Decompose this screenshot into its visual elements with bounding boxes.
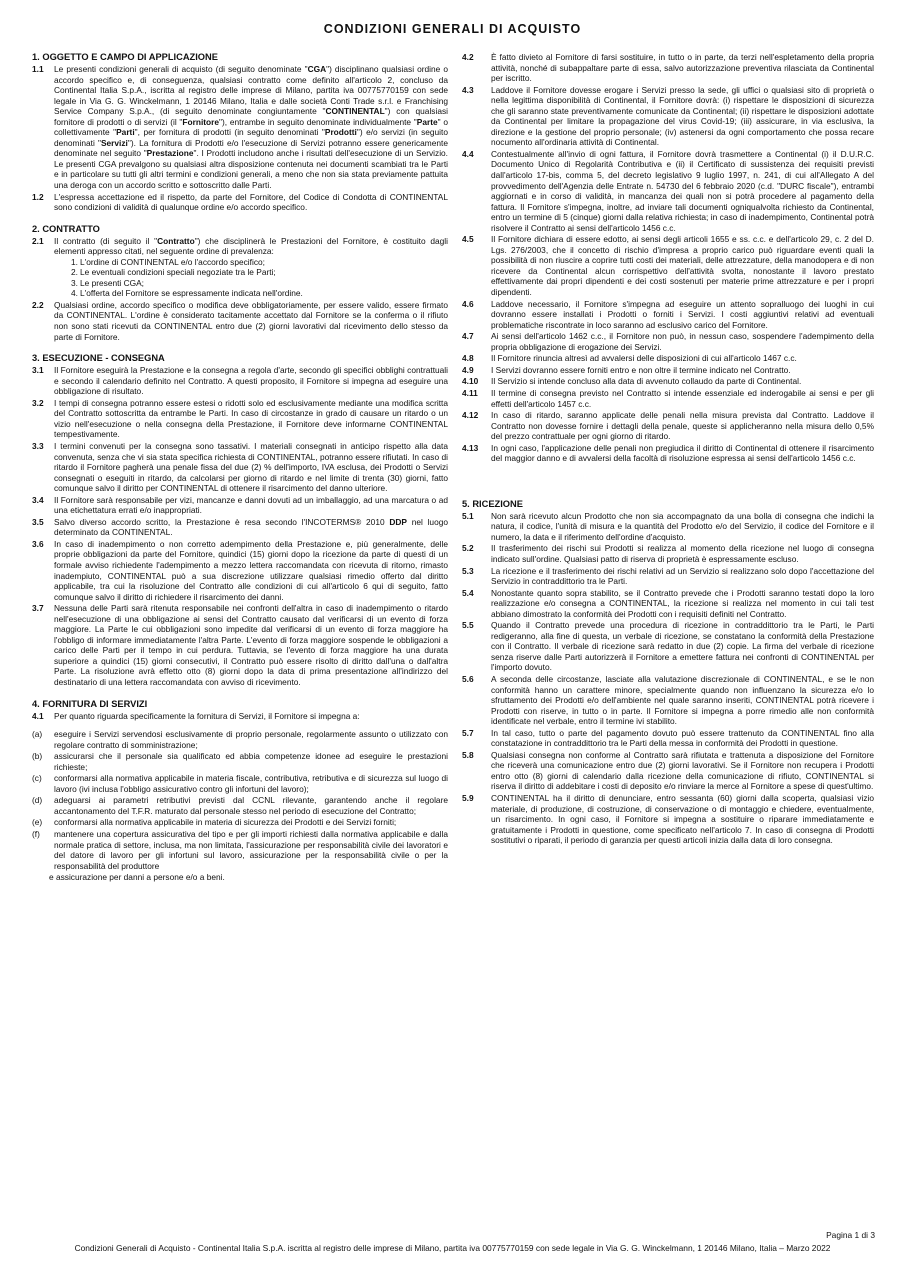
clause-5-1	[462, 511, 874, 543]
clause-4-10	[462, 376, 874, 387]
clause-number: 3.3	[32, 440, 44, 451]
clause-text: Per quanto riguarda specificamente la fornitura di Servizi, il Fornitore si impegna a:	[54, 710, 360, 721]
section-heading-5: 5. RICEZIONE	[462, 498, 523, 509]
clause-text: I Servizi dovranno essere forniti entro e non oltre il termine indicato nel Contratto.	[491, 364, 791, 375]
clause-4-1	[32, 711, 448, 722]
clause-3-2	[32, 398, 448, 440]
list-item: 2. Le eventuali condizioni speciali negoziate tra le Parti;	[71, 267, 276, 278]
clause-text: È fatto divieto al Fornitore di farsi sostituire, in tutto o in parte, da terzi nell'espletamento della propria attività, nonché di subappaltare parte di essa, salvo autorizzazione preventiva rilasciata da Continental per iscritto.	[491, 52, 874, 84]
clause-number: 4.7	[462, 331, 474, 342]
clause-number: 5.3	[462, 565, 474, 576]
clause-text: Qualsiasi consegna non conforme al Contratto sarà rifiutata e trattenuta a disposizione del Fornitore che riceverà una comunicazione entro due (2) giorni lavorativi. Se il Fornitore non recupera i Prodotti entro otto (8) giorni di calendario dalla ricezione della comunicazione di rifiuto, CONTINENTAL si riserva il diritto di addebitare i costi di deposito e/o rinviare la merce al Fornitore a spese di quest'ultimo.	[491, 749, 874, 792]
clause-text: Laddove il Fornitore dovesse erogare i Servizi presso la sede, gli uffici o qualsiasi sito di proprietà o nella legittima disponibilità di Continental, il Fornitore dovrà: (i) rispettare le disposizioni di sicurezza che gli saranno state preventivamente comunicate da Continental; (ii) rispettare le disposizioni adottate da Continental per limitare la propagazione del virus Covid-19; (iii) assicurare, in via esclusiva, la direzione e la gestione del proprio personale; (iv) astenersi da ogni comportamento che possa recare nocumento all'ordinaria attività di Continental.	[491, 84, 874, 148]
list-item: (c) conformarsi alla normativa applicabile in materia fiscale, contributiva, retributiva e di sicurezza sul luogo di lavoro (ivi inclusa l'obbligo assicurativo contro gli infortuni del lavoro);	[32, 773, 448, 794]
list-item: (a) eseguire i Servizi servendosi esclusivamente di proprio personale, regolarmente assunto o utilizzato con regolare contratto di somministrazione;	[32, 729, 448, 750]
clause-text: Il Fornitore rinuncia altresì ad avvalersi delle disposizioni di cui all'articolo 1467 c.c.	[491, 353, 797, 364]
clause-4-6	[462, 299, 874, 331]
clause-text: Quando il Contratto prevede una procedura di ricezione in contraddittorio tra le Parti, le Parti redigeranno, alla fine di questa, un verbale di ricezione, se constatano la conformità della Prestazione con il Contratto. Il verbale di ricezione sarà redatto in due (2) copie. La firma del verbale di ricezione senza riserve dalle Parti autorizzerà il Fornitore a emettere fattura nei confronti di CONTINENTAL per l'importo dovuto.	[491, 620, 874, 673]
list-item: (b) assicurarsi che il personale sia qualificato ed abbia competenze idonee ad eseguire le prestazioni richieste;	[32, 751, 448, 772]
clause-number: 3.5	[32, 516, 44, 527]
clause-text: Nonostante quanto sopra stabilito, se il Contratto prevede che i Prodotti saranno testati dopo la loro realizzazione e/o consegna a CONTINENTAL, la ricezione si realizza nel momento in cui tali test abbiano dimostrato la conformità dei Prodotti con i requisiti definiti nel Contratto.	[491, 587, 874, 619]
clause-number: 5.2	[462, 543, 474, 554]
right-column	[462, 52, 874, 847]
clause-text: Nessuna delle Parti sarà ritenuta responsabile nei confronti dell'altra in caso di inadempimento o ritardo nell'esecuzione di una obbligazione ai sensi del Contratto causato dal verificarsi di un evento di forza maggiore. La Parte le cui obbligazioni sono impedite dal verificarsi di un evento di forza maggiore ha l'obbligo di informare immediatamente l'altra Parte. L'evento di forza maggiore sospende le obbligazioni a carico delle Parti per il tempo in cui perdura. Tuttavia, se l'evento di forza maggiore ha una durata superiore a quindici (15) giorni consecutivi, il Contratto può essere risolto di diritto dall'una o dall'altra Parte. La risoluzione avrà effetto otto (8) giorni dopo la data di prima presentazione all'indirizzo del destinatario di una lettera raccomandata con avviso di ricevimento.	[54, 603, 448, 687]
clause-number: 4.8	[462, 353, 474, 364]
clause-text: Qualsiasi ordine, accordo specifico o modifica deve obbligatoriamente, per essere valido, essere firmato da CONTINENTAL. L'ordine è considerato tacitamente accettato dal Fornitore se la conferma o il rifiuto non sono stati ricevuti da CONTINENTAL entro due (2) giorni lavorativi dal ricevimento dello stesso da parte di Fornitore.	[54, 299, 448, 342]
clause-text: A seconda delle circostanze, lasciate alla valutazione discrezionale di CONTINENTAL, e se le non conformità hanno un carattere minore, specialmente quando non influenzano la sicurezza e/o lo sfruttamento dei Prodotti e/o dell'ambiente nel quale saranno inseriti, CONTINENTAL potrà ricevere i Prodotti con riserve, in tutto o in parte. Il Fornitore si impegna a porre rimedio alle non conformità identificate nel verbale, entro il termine ivi stabilito.	[491, 673, 874, 727]
clause-number: 1.1	[32, 64, 44, 74]
section-heading-2: 2. CONTRATTO	[32, 223, 100, 234]
clause-number: 4.10	[462, 376, 479, 387]
clause-number: 4.3	[462, 84, 474, 95]
list-item: 3. Le presenti CGA;	[71, 277, 144, 288]
clause-number: 4.5	[462, 234, 474, 245]
clause-text: Contestualmente all'invio di ogni fattura, il Fornitore dovrà trasmettere a Continental (i) il D.U.R.C. Documento Unico di Regolarità Contributiva e (ii) il Certificato di sussistenza dei requisiti previsti dall'articolo 17-bis, comma 5, del decreto legislativo 9 luglio 1997, n. 241, di cui all'Allegato A del provvedimento dell'Agenzia delle Entrate n. 54730 del 6 febbraio 2020 (c.d. "DURC fiscale"), entrambi aggiornati e in corso di validità, in mancanza dei quali non si potrà procedere al pagamento della fattura. Il Fornitore s'impegna, inoltre, ad inviare tali documenti ogniqualvolta richiesto da Continental, entro un termine di 5 (cinque) giorni dalla relativa richiesta; in caso di inadempimento, Continental potrà risolvere il Contratto ai sensi dell'articolo 1456 c.c.	[491, 148, 874, 233]
clause-text: Il contratto (di seguito il "Contratto") che disciplinerà le Prestazioni del Fornitore, è costituito dagli elementi appresso citati, nel seguente ordine di prevalenza: 1. L'ordine di CONTINENTAL e/o l'accordo specifico; 2. Le eventuali condizioni speciali negoziate tra le Parti; 3. Le presenti CGA; 4. L'offerta del Fornitore se espressamente indicata nell'ordine.	[54, 235, 448, 299]
clause-text: I termini convenuti per la consegna sono tassativi. I materiali consegnati in anticipo rispetto alla data convenuta, senza che vi sia stata specifica richiesta di CONTINENTAL, potranno essere rifiutati. In caso di ritardo il Fornitore pagherà una penale fissa del due (2) % dell'importo, IVA esclusa, dei Prodotti o Servizi consegnati o eseguiti in ritardo, da calcolarsi per giorno di ritardo e nel limite di trenta (30) giorni, fatto comunque salvo il diritto per CONTINENTAL di ottenere il risarcimento del danno ulteriore.	[54, 440, 448, 494]
clause-text: In ogni caso, l'applicazione delle penali non pregiudica il diritto di Continental di ottenere il risarcimento del maggior danno e di avvalersi della facoltà di risoluzione espressa ai sensi dell'articolo 1456 c.c.	[491, 442, 874, 464]
clause-text: In caso di ritardo, saranno applicate delle penali nella misura prevista dal Contratto. Laddove il Contratto non dovesse fornire i dettagli della penale, queste si applicheranno nella misura dello 0,5% del prezzo contrattuale per ogni giorno di ritardo.	[491, 410, 874, 442]
clause-text: Il Servizio si intende concluso alla data di avvenuto collaudo da parte di Continental.	[491, 376, 802, 387]
precedence-list	[64, 257, 448, 299]
clause-1-2	[32, 192, 448, 213]
clause-text: La ricezione e il trasferimento dei rischi relativi ad un Servizio si realizzano solo dopo l'accettazione del Servizio in contraddittorio tra le Parti.	[491, 565, 874, 587]
clause-5-7	[462, 728, 874, 749]
clause-text: Il trasferimento dei rischi sui Prodotti si realizza al momento della ricezione nel luogo di consegna indicato sull'ordine. Qualsiasi patto di riserva di proprietà è espressamente escluso.	[491, 543, 874, 564]
clause-text: Non sarà ricevuto alcun Prodotto che non sia accompagnato da una bolla di consegna che indichi la natura, il codice, l'unità di misura e la quantità del Prodotto e/o del Servizio, il codice del Fornitore e il numero, la data e il riferimento dell'ordine d'acquisto.	[491, 510, 874, 542]
section-heading-4: 4. FORNITURA DI SERVIZI	[32, 698, 148, 709]
clause-number: 5.9	[462, 793, 474, 803]
clause-2-2	[32, 300, 448, 342]
clause-4-5	[462, 234, 874, 297]
clause-5-5	[462, 620, 874, 673]
clause-4-7	[462, 331, 874, 352]
clause-2-1	[32, 236, 448, 299]
list-item: 1. L'ordine di CONTINENTAL e/o l'accordo specifico;	[71, 256, 265, 267]
clause-5-4	[462, 588, 874, 620]
clause-number: 5.6	[462, 673, 474, 684]
clause-text: CONTINENTAL ha il diritto di denunciare, entro sessanta (60) giorni dalla scoperta, qualsiasi vizio materiale, di produzione, di costruzione, di conservazione o di montaggio e chiedere, eventualmente, un risarcimento. In ogni caso, il Fornitore si impegna a sostituire o riparare immediatamente e gratuitamente i Prodotti in questione, come specificato nell'articolo 7. In caso di consegna di Prodotti sostitutivi o riparati, il periodo di garanzia per questi articoli inizia dalla data di loro consegna.	[491, 793, 874, 846]
clause-3-6	[32, 539, 448, 602]
clause-4-11	[462, 388, 874, 409]
clause-number: 5.5	[462, 620, 474, 631]
clause-number: 4.13	[462, 442, 479, 453]
clause-3-1	[32, 365, 448, 397]
clause-text: Ai sensi dell'articolo 1462 c.c., il Fornitore non può, in nessun caso, sospendere l'adempimento della propria obbligazione di erogazione dei Servizi.	[491, 331, 874, 352]
clause-3-4	[32, 495, 448, 516]
section-heading-3: 3. ESECUZIONE - CONSEGNA	[32, 353, 165, 364]
clause-text: In caso di inadempimento o non corretto adempimento della Prestazione e, più generalmente, delle proprie obbligazioni da parte del Fornitore, quindici (15) giorni dopo la ricezione da parte di questi di un formale avviso richiedente l'adempimento a mezzo lettera raccomandata con ricevuta di ritorno, rimasto inadempiuto, CONTINENTAL può a sua discrezione utilizzare qualsiasi rimedio offerto dal diritto applicabile, tra cui la risoluzione del Contratto alle condizioni di cui all'articolo 6 qui di seguito, fatto comunque salvo il diritto di richiedere il risarcimento dei danni.	[54, 538, 448, 602]
clause-number: 3.7	[32, 603, 44, 614]
clause-5-9	[462, 793, 874, 846]
clause-text: L'espressa accettazione ed il rispetto, da parte del Fornitore, del Codice di Condotta di CONTINENTAL sono condizioni di validità di qualunque ordine e/o accordo specifico.	[54, 191, 448, 213]
clause-3-3	[32, 441, 448, 494]
clause-4-2	[462, 52, 874, 84]
clause-text: Laddove necessario, il Fornitore s'impegna ad eseguire un attento sopralluogo dei luoghi in cui dovranno essere installati i Prodotti o forniti i Servizi. I costi aggiuntivi relativi ad eventuali problematiche riscontrate in loco saranno ad esclusivo carico del Fornitore.	[491, 298, 874, 330]
clause-number: 2.1	[32, 235, 44, 246]
clause-4-4	[462, 149, 874, 233]
clause-text: Le presenti condizioni generali di acquisto (di seguito denominate "CGA") disciplinano qualsiasi ordine o accordo specifico e, di conseguenza, qualsiasi contratto come definito all'articolo 2, concluso da Continental Italia S.p.A., iscritta al registro delle imprese di Milano, partita iva 00775770159 con sede legale in Via G. G. Winckelmann, 1 20146 Milano, Italia e dalle società Conti Trade s.r.l. e Franchising Service Company S.p.A., (di seguito denominate congiuntamente "CONTINENTAL") con qualsiasi fornitore di prodotti o di servizi (il "Fornitore"), entrambe in seguito denominate individualmente "Parte" o collettivamente "Parti", per fornitura di prodotti (in seguito denominati "Prodotti") e/o servizi (in seguito denominati "Servizi"). La fornitura di Prodotti e/o l'esecuzione di Servizi potranno essere genericamente denominate nel seguito "Prestazione". I Prodotti includono anche i risultati dell'esecuzione di un Servizio. Le presenti CGA prevalgono su qualsiasi altra disposizione contenuta nei documenti scambiati tra le Parti e in particolare su tutti gli altri termini e condizioni generali, a meno che non sia stata previamente pattuita una deroga con un accordo scritto e sottoscritto dalle Parti.	[54, 64, 449, 191]
clause-number: 4.11	[462, 387, 478, 398]
clause-number: 2.2	[32, 299, 44, 310]
clause-number: 3.4	[32, 494, 44, 505]
clause-number: 4.12	[462, 410, 479, 421]
clause-4-12	[462, 410, 874, 442]
clause-5-2	[462, 543, 874, 564]
list-item: (d) adeguarsi ai parametri retributivi previsti dal CCNL rilevante, garantendo anche il regolare accantonamento del T.F.R. maturato dal personale stesso nel periodo di esecuzione del Contratto;	[32, 795, 448, 816]
clause-4-13	[462, 443, 874, 464]
list-item: (f) mantenere una copertura assicurativa del tipo e per gli importi richiesti dalla normativa applicabile e dalla normale pratica di settore, inclusa, ma non limitata, l'assicurazione per responsabilità civile dei lavoratori e del datore di lavoro per gli infortuni sul lavoro, assicurazione per la responsabilità civile o per la responsabilità del produttore	[32, 829, 448, 871]
clause-text: In tal caso, tutto o parte del pagamento dovuto può essere trattenuto da CONTINENTAL fino alla constatazione in contraddittorio tra le Parti della messa in conformità dei Prodotti in questione.	[491, 727, 874, 749]
clause-4-9	[462, 365, 874, 376]
clause-5-6	[462, 674, 874, 727]
clause-text: Il Fornitore sarà responsabile per vizi, mancanze e danni dovuti ad un imballaggio, ad una marcatura o ad una etichettatura errati e/o inappropriati.	[54, 494, 448, 516]
list-item: (e) conformarsi alla normativa applicabile in materia di sicurezza dei Prodotti e dei Servizi forniti;	[32, 817, 397, 828]
clause-text: Il Fornitore eseguirà la Prestazione e la consegna a regola d'arte, secondo gli specifici obblighi contrattuali e secondo il calendario definito nel Contratto. A questi proposito, il Fornitore si impegna ad eseguire una obbligazione di risultato.	[54, 365, 448, 397]
clause-text: I tempi di consegna potranno essere estesi o ridotti solo ed esclusivamente mediante una modifica scritta del Contratto sottoscritta da entrambe le Parti. In caso di circostanze in grado di causare un ritardo o un vizio nell'esecuzione o nella consegna della Prestazione, il Fornitore deve informarne CONTINENTAL tempestivamente.	[54, 397, 448, 440]
clause-number: 4.4	[462, 148, 474, 159]
list-item: 4. L'offerta del Fornitore se espressamente indicata nell'ordine.	[71, 288, 303, 299]
clause-number: 5.4	[462, 587, 474, 598]
page-footer: Condizioni Generali di Acquisto - Continental Italia S.p.A. iscritta al registro delle imprese di Milano, partita iva 00775770159 con sede legale in Via G. G. Winckelmann, 1 20146 Milano, Italia – Marzo 2022	[74, 1243, 831, 1253]
clause-number: 4.2	[462, 52, 474, 62]
clause-5-3	[462, 566, 874, 587]
clause-number: 4.9	[462, 364, 474, 375]
clause-5-8	[462, 750, 874, 792]
clause-number: 1.2	[32, 191, 44, 202]
clause-3-5	[32, 517, 448, 538]
clause-number: 4.6	[462, 298, 474, 309]
list-item-continuation: e assicurazione per danni a persone e/o a beni.	[49, 872, 225, 883]
left-column	[32, 52, 448, 883]
clause-number: 4.1	[32, 710, 44, 721]
clause-text: Salvo diverso accordo scritto, la Prestazione è resa secondo l'INCOTERMS® 2010 DDP nel luogo determinato da CONTINENTAL.	[54, 516, 448, 538]
clause-4-8	[462, 353, 874, 364]
clause-text: Il termine di consegna previsto nel Contratto si intende essenziale ed inderogabile ai sensi e per gli effetti dell'articolo 1457 c.c.	[491, 387, 874, 409]
clause-4-3	[462, 85, 874, 148]
clause-3-7	[32, 603, 448, 687]
clause-number: 5.8	[462, 749, 474, 760]
document-title: CONDIZIONI GENERALI DI ACQUISTO	[323, 22, 582, 36]
section-heading-1: 1. OGGETTO E CAMPO DI APPLICAZIONE	[32, 52, 218, 62]
clause-number: 3.1	[32, 365, 44, 376]
clause-number: 3.2	[32, 397, 44, 408]
clause-number: 3.6	[32, 538, 44, 549]
clause-1-1	[32, 64, 448, 191]
page-number: Pagina 1 di 3	[826, 1230, 875, 1240]
clause-number: 5.7	[462, 727, 474, 738]
clause-number: 5.1	[462, 510, 474, 521]
clause-text: Il Fornitore dichiara di essere edotto, ai sensi degli articoli 1655 e ss. c.c. e dell'articolo 29, c. 2 del D. Lgs. 276/2003, che il concetto di rischio d'impresa a proprio carico può riguardare eventi quali la possibilità di non riuscire a coprire tutti costi dei materiali, delle attrezzature, della manodopera e di non ricevere da Continental alcun corrispettivo dell'attività svolta, nonostante il lavoro prestato effettivamente dai propri dipendenti e dei costi sostenuti per materie prime attrezzature e per i propri dipendenti.	[491, 234, 874, 298]
